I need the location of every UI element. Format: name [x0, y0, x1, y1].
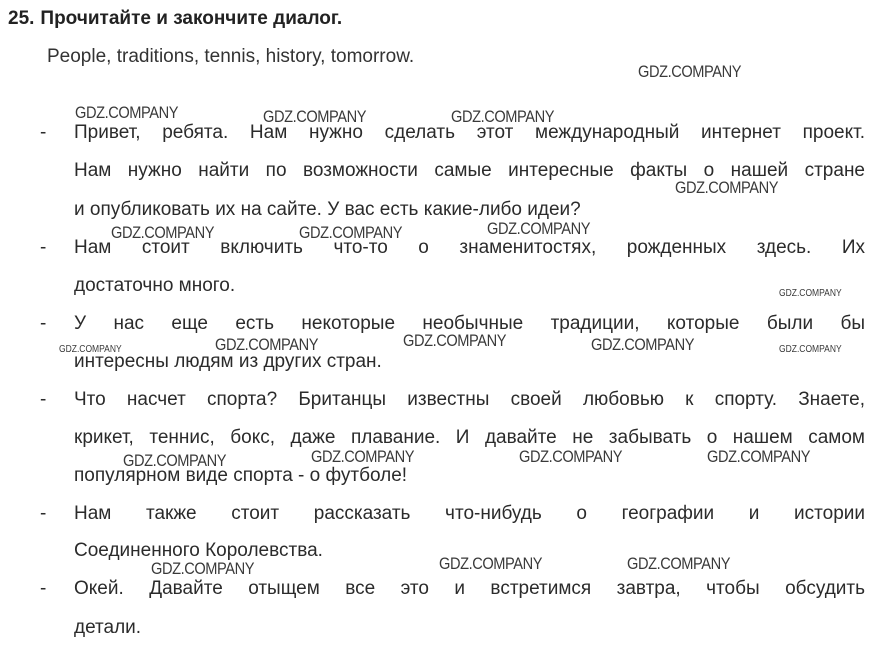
watermark: GDZ.COMPANY [627, 554, 731, 573]
dialogue-line: крикет, теннис, бокс, даже плавание. И давайте не забывать о нашем самом [74, 427, 865, 448]
task-number: 25. [8, 8, 35, 29]
dialogue-dash: - [40, 237, 47, 258]
watermark: GDZ.COMPANY [591, 335, 695, 354]
watermark: GDZ.COMPANY [779, 288, 842, 299]
watermark: GDZ.COMPANY [311, 447, 415, 466]
task-instruction: Прочитайте и закончите диалог. [40, 8, 343, 29]
dialogue-line: Что насчет спорта? Британцы известны своей любовью к спорту. Знаете, [74, 389, 865, 410]
dialogue-line: детали. [74, 617, 142, 638]
dialogue-line: У нас еще есть некоторые необычные традиции, которые были бы [74, 313, 865, 334]
dialogue-line: Нам стоит включить что-то о знаменитостях, рожденных здесь. Их [74, 237, 865, 258]
watermark: GDZ.COMPANY [263, 107, 367, 126]
watermark: GDZ.COMPANY [638, 62, 742, 81]
watermark: GDZ.COMPANY [75, 103, 179, 122]
dialogue-dash: - [40, 578, 47, 599]
watermark: GDZ.COMPANY [215, 335, 319, 354]
dialogue-line: Окей. Давайте отыщем все это и встретимся завтра, чтобы обсудить [74, 578, 865, 599]
dialogue-line: и опубликовать их на сайте. У вас есть какие-либо идеи? [74, 199, 581, 220]
dialogue-line: Нам нужно найти по возможности самые интересные факты о нашей стране [74, 160, 865, 181]
watermark: GDZ.COMPANY [779, 344, 842, 355]
watermark: GDZ.COMPANY [403, 331, 507, 350]
watermark: GDZ.COMPANY [451, 107, 555, 126]
word-bank: People, traditions, tennis, history, tomorrow. [47, 46, 415, 67]
watermark: GDZ.COMPANY [675, 178, 779, 197]
dialogue-line: достаточно много. [74, 275, 236, 296]
dialogue-line: Нам также стоит рассказать что-нибудь о географии и истории [74, 503, 865, 524]
watermark: GDZ.COMPANY [123, 451, 227, 470]
dialogue-dash: - [40, 389, 47, 410]
watermark: GDZ.COMPANY [519, 447, 623, 466]
watermark: GDZ.COMPANY [151, 559, 255, 578]
watermark: GDZ.COMPANY [111, 223, 215, 242]
watermark: GDZ.COMPANY [487, 219, 591, 238]
dialogue-dash: - [40, 503, 47, 524]
dialogue-line: интересны людям из других стран. [74, 351, 382, 372]
dialogue-line: популярном виде спорта - о футболе! [74, 465, 408, 486]
dialogue-dash: - [40, 122, 47, 143]
watermark: GDZ.COMPANY [707, 447, 811, 466]
watermark: GDZ.COMPANY [59, 344, 122, 355]
dialogue-line: Привет, ребята. Нам нужно сделать этот международный интернет проект. [74, 122, 865, 143]
watermark: GDZ.COMPANY [299, 223, 403, 242]
dialogue-dash: - [40, 313, 47, 334]
dialogue-line: Соединенного Королевства. [74, 540, 323, 561]
watermark: GDZ.COMPANY [439, 554, 543, 573]
